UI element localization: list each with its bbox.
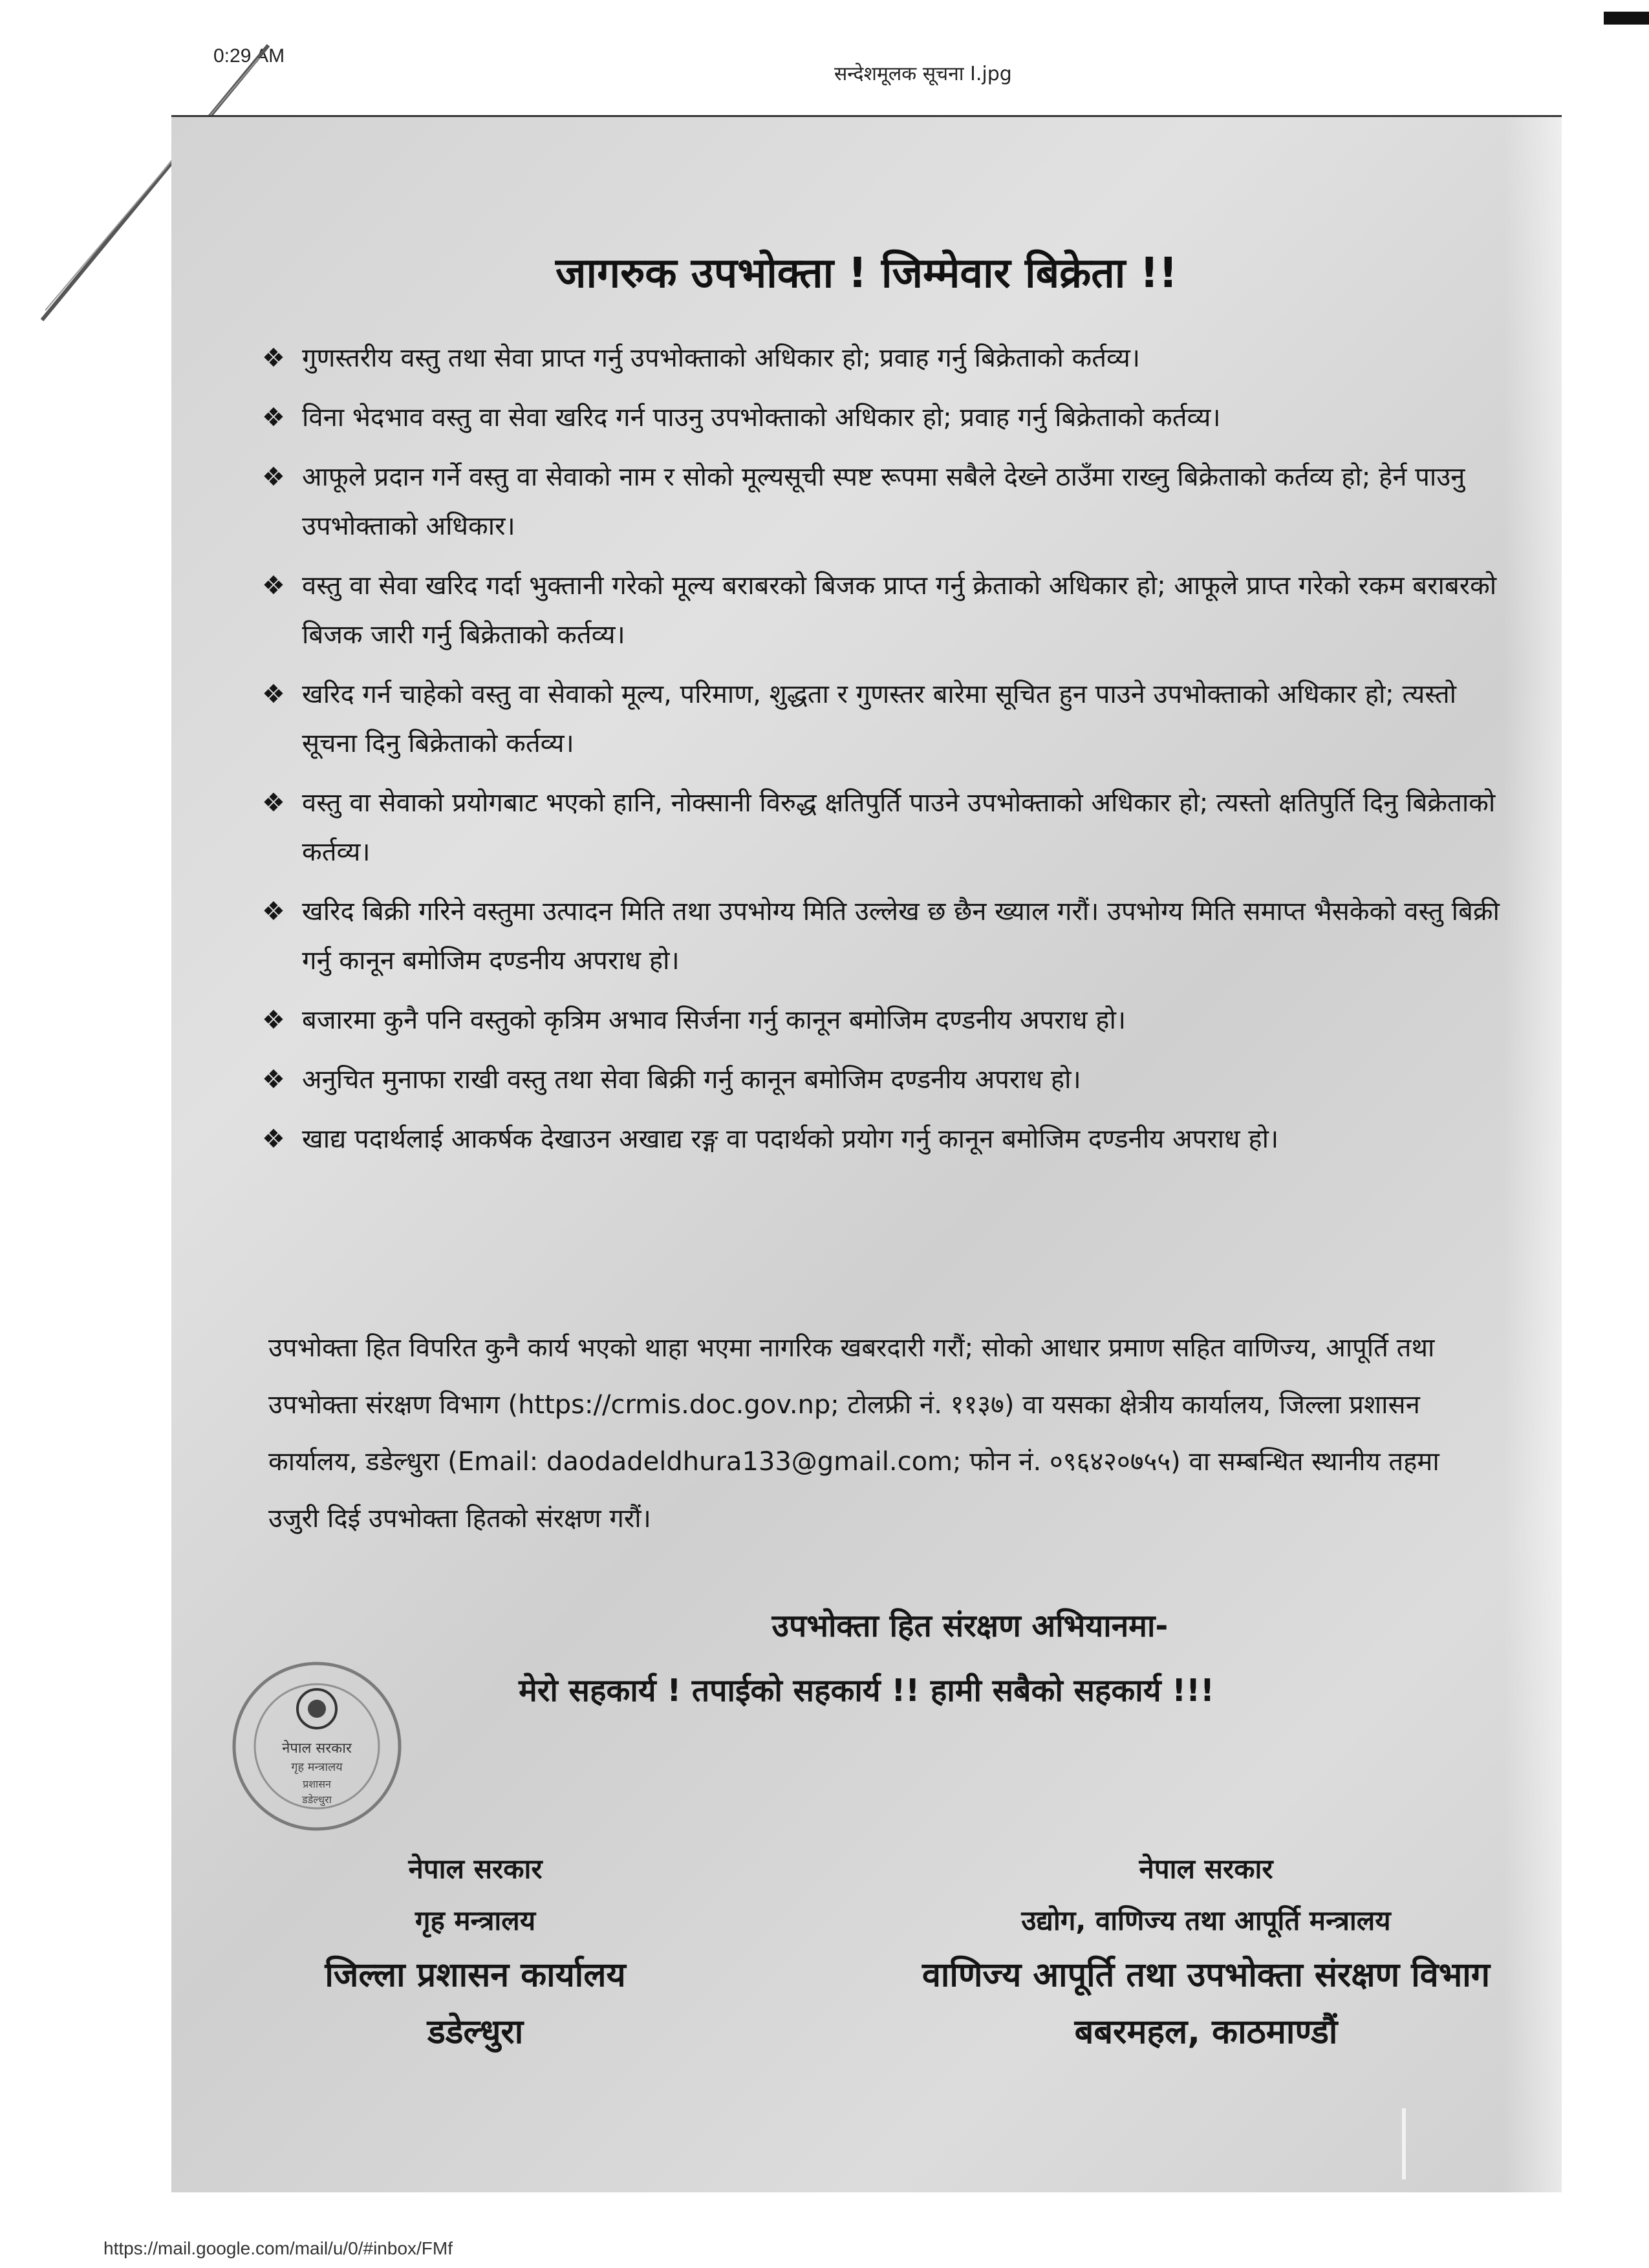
list-item	[262, 996, 1503, 1045]
list-item	[262, 334, 1503, 383]
svg-text:नेपाल सरकार: नेपाल सरकार	[282, 1740, 352, 1757]
diamond-bullet-icon: ❖	[262, 462, 285, 492]
complaint-paragraph: उपभोक्ता हित विपरित कुनै कार्य भएको थाहा भएमा नागरिक खबरदारी गरौं; सोको आधार प्रमाण सहित वाणिज्य, आपूर्ति तथा उपभोक्ता संरक्षण विभाग (https://crmis.doc.gov.np; टोलफ्री नं. ११३७) वा यसका क्षेत्रीय कार्यालय, जिल्ला प्रशासन कार्यालय, डडेल्धुरा (Email: daodadeldhura133@gmail.com; फोन नं. ०९६४२०७५५) वा सम्बन्धित स्थानीय तहमा उजुरी दिई उपभोक्ता हितको संरक्षण गरौं।	[268, 1333, 1439, 1534]
sig-left-line2: गृह मन्त्रालय	[415, 1905, 536, 1936]
diamond-bullet-icon: ❖	[262, 1065, 285, 1095]
point-text: खरिद बिक्री गरिने वस्तुमा उत्पादन मिति तथा उपभोग्य मिति उल्लेख छ छैन ख्याल गरौं। उपभोग्य मिति समाप्त भैसकेको वस्तु बिक्री गर्नु कानून बमोजिम दण्डनीय अपराध हो।	[302, 897, 1500, 976]
print-filename: सन्देशमूलक सूचना I.jpg	[834, 63, 1012, 85]
sig-right-line2: उद्योग, वाणिज्य तथा आपूर्ति मन्त्रालय	[1021, 1905, 1391, 1936]
sig-left-line1: नेपाल सरकार	[408, 1853, 543, 1885]
svg-text:प्रशासन: प्रशासन	[303, 1778, 331, 1790]
signatory-district-office	[249, 1843, 702, 2060]
diamond-bullet-icon: ❖	[262, 1005, 285, 1035]
scanned-notice	[171, 115, 1562, 2192]
office-seal-stamp	[223, 1649, 411, 1837]
point-text: खरिद गर्न चाहेको वस्तु वा सेवाको मूल्य, परिमाण, शुद्धता र गुणस्तर बारेमा सूचित हुन पाउने उपभोक्ताको अधिकार हो; त्यस्तो सूचना दिनु बिक्रेताको कर्तव्य।	[302, 679, 1457, 758]
campaign-slogan-line1: उपभोक्ता हित संरक्षण अभियानमा-	[771, 1608, 1169, 1644]
sig-right-line3: वाणिज्य आपूर्ति तथा उपभोक्ता संरक्षण विभाग	[921, 1956, 1490, 1995]
point-text: बजारमा कुनै पनि वस्तुको कृत्रिम अभाव सिर्जना गर्नु कानून बमोजिम दण्डनीय अपराध हो।	[302, 1005, 1126, 1035]
list-item	[262, 1115, 1503, 1164]
point-text: विना भेदभाव वस्तु वा सेवा खरिद गर्न पाउनु उपभोक्ताको अधिकार हो; प्रवाह गर्नु बिक्रेताको कर्तव्य।	[302, 403, 1221, 433]
print-time: 0:29 AM	[213, 45, 285, 67]
list-item	[262, 887, 1503, 985]
sig-left-line3: जिल्ला प्रशासन कार्यालय	[325, 1956, 626, 1995]
point-text: वस्तु वा सेवाको प्रयोगबाट भएको हानि, नोक्सानी विरुद्ध क्षतिपुर्ति पाउने उपभोक्ताको अधिकार हो; त्यस्तो क्षतिपुर्ति दिनु बिक्रेताको कर्तव्य।	[302, 788, 1496, 867]
diamond-bullet-icon: ❖	[262, 1124, 285, 1154]
point-text: खाद्य पदार्थलाई आकर्षक देखाउन अखाद्य रङ्ग वा पदार्थको प्रयोग गर्नु कानून बमोजिम दण्डनीय अपराध हो।	[302, 1124, 1279, 1154]
corner-mark	[1604, 12, 1649, 25]
point-text: वस्तु वा सेवा खरिद गर्दा भुक्तानी गरेको मूल्य बराबरको बिजक प्राप्त गर्नु क्रेताको अधिकार हो; आफूले प्राप्त गरेको रकम बराबरको बिजक जारी गर्नु बिक्रेताको कर्तव्य।	[302, 571, 1497, 650]
svg-text:डडेल्धुरा: डडेल्धुरा	[302, 1793, 332, 1806]
sig-right-line4: बबरमहल, काठमाण्डौं	[1074, 2013, 1338, 2051]
list-item	[262, 561, 1503, 659]
notice-title: जागरुक उपभोक्ता ! जिम्मेवार बिक्रेता !!	[555, 250, 1178, 297]
diamond-bullet-icon: ❖	[262, 788, 285, 818]
point-text: अनुचित मुनाफा राखी वस्तु तथा सेवा बिक्री गर्नु कानून बमोजिम दण्डनीय अपराध हो।	[302, 1065, 1081, 1095]
campaign-slogan-line2: मेरो सहकार्य ! तपाईको सहकार्य !! हामी सबैको सहकार्य !!!	[519, 1673, 1214, 1709]
print-footer-url: https://mail.google.com/mail/u/0/#inbox/FMf	[103, 2238, 453, 2258]
point-text: आफूले प्रदान गर्ने वस्तु वा सेवाको नाम र सोको मूल्यसूची स्पष्ट रूपमा सबैले देख्ने ठाउँमा राख्नु बिक्रेताको कर्तव्य हो; हेर्न पाउनु उपभोक्ताको अधिकार।	[302, 462, 1465, 541]
sig-left-line4: डडेल्धुरा	[427, 2013, 524, 2051]
list-item	[262, 778, 1503, 877]
list-item	[262, 453, 1503, 551]
scan-artifact	[1402, 2108, 1406, 2179]
diamond-bullet-icon: ❖	[262, 679, 285, 709]
diamond-bullet-icon: ❖	[262, 343, 285, 373]
diamond-bullet-icon: ❖	[262, 403, 285, 433]
rights-duties-list	[262, 334, 1503, 1174]
list-item	[262, 393, 1503, 442]
point-text: गुणस्तरीय वस्तु तथा सेवा प्राप्त गर्नु उपभोक्ताको अधिकार हो; प्रवाह गर्नु बिक्रेताको कर्तव्य।	[302, 343, 1141, 373]
diamond-bullet-icon: ❖	[262, 571, 285, 601]
list-item	[262, 1055, 1503, 1104]
sig-right-line1: नेपाल सरकार	[1139, 1853, 1273, 1885]
signatory-commerce-department	[883, 1843, 1529, 2060]
list-item	[262, 670, 1503, 768]
diamond-bullet-icon: ❖	[262, 897, 285, 926]
svg-text:गृह मन्त्रालय: गृह मन्त्रालय	[291, 1760, 343, 1774]
